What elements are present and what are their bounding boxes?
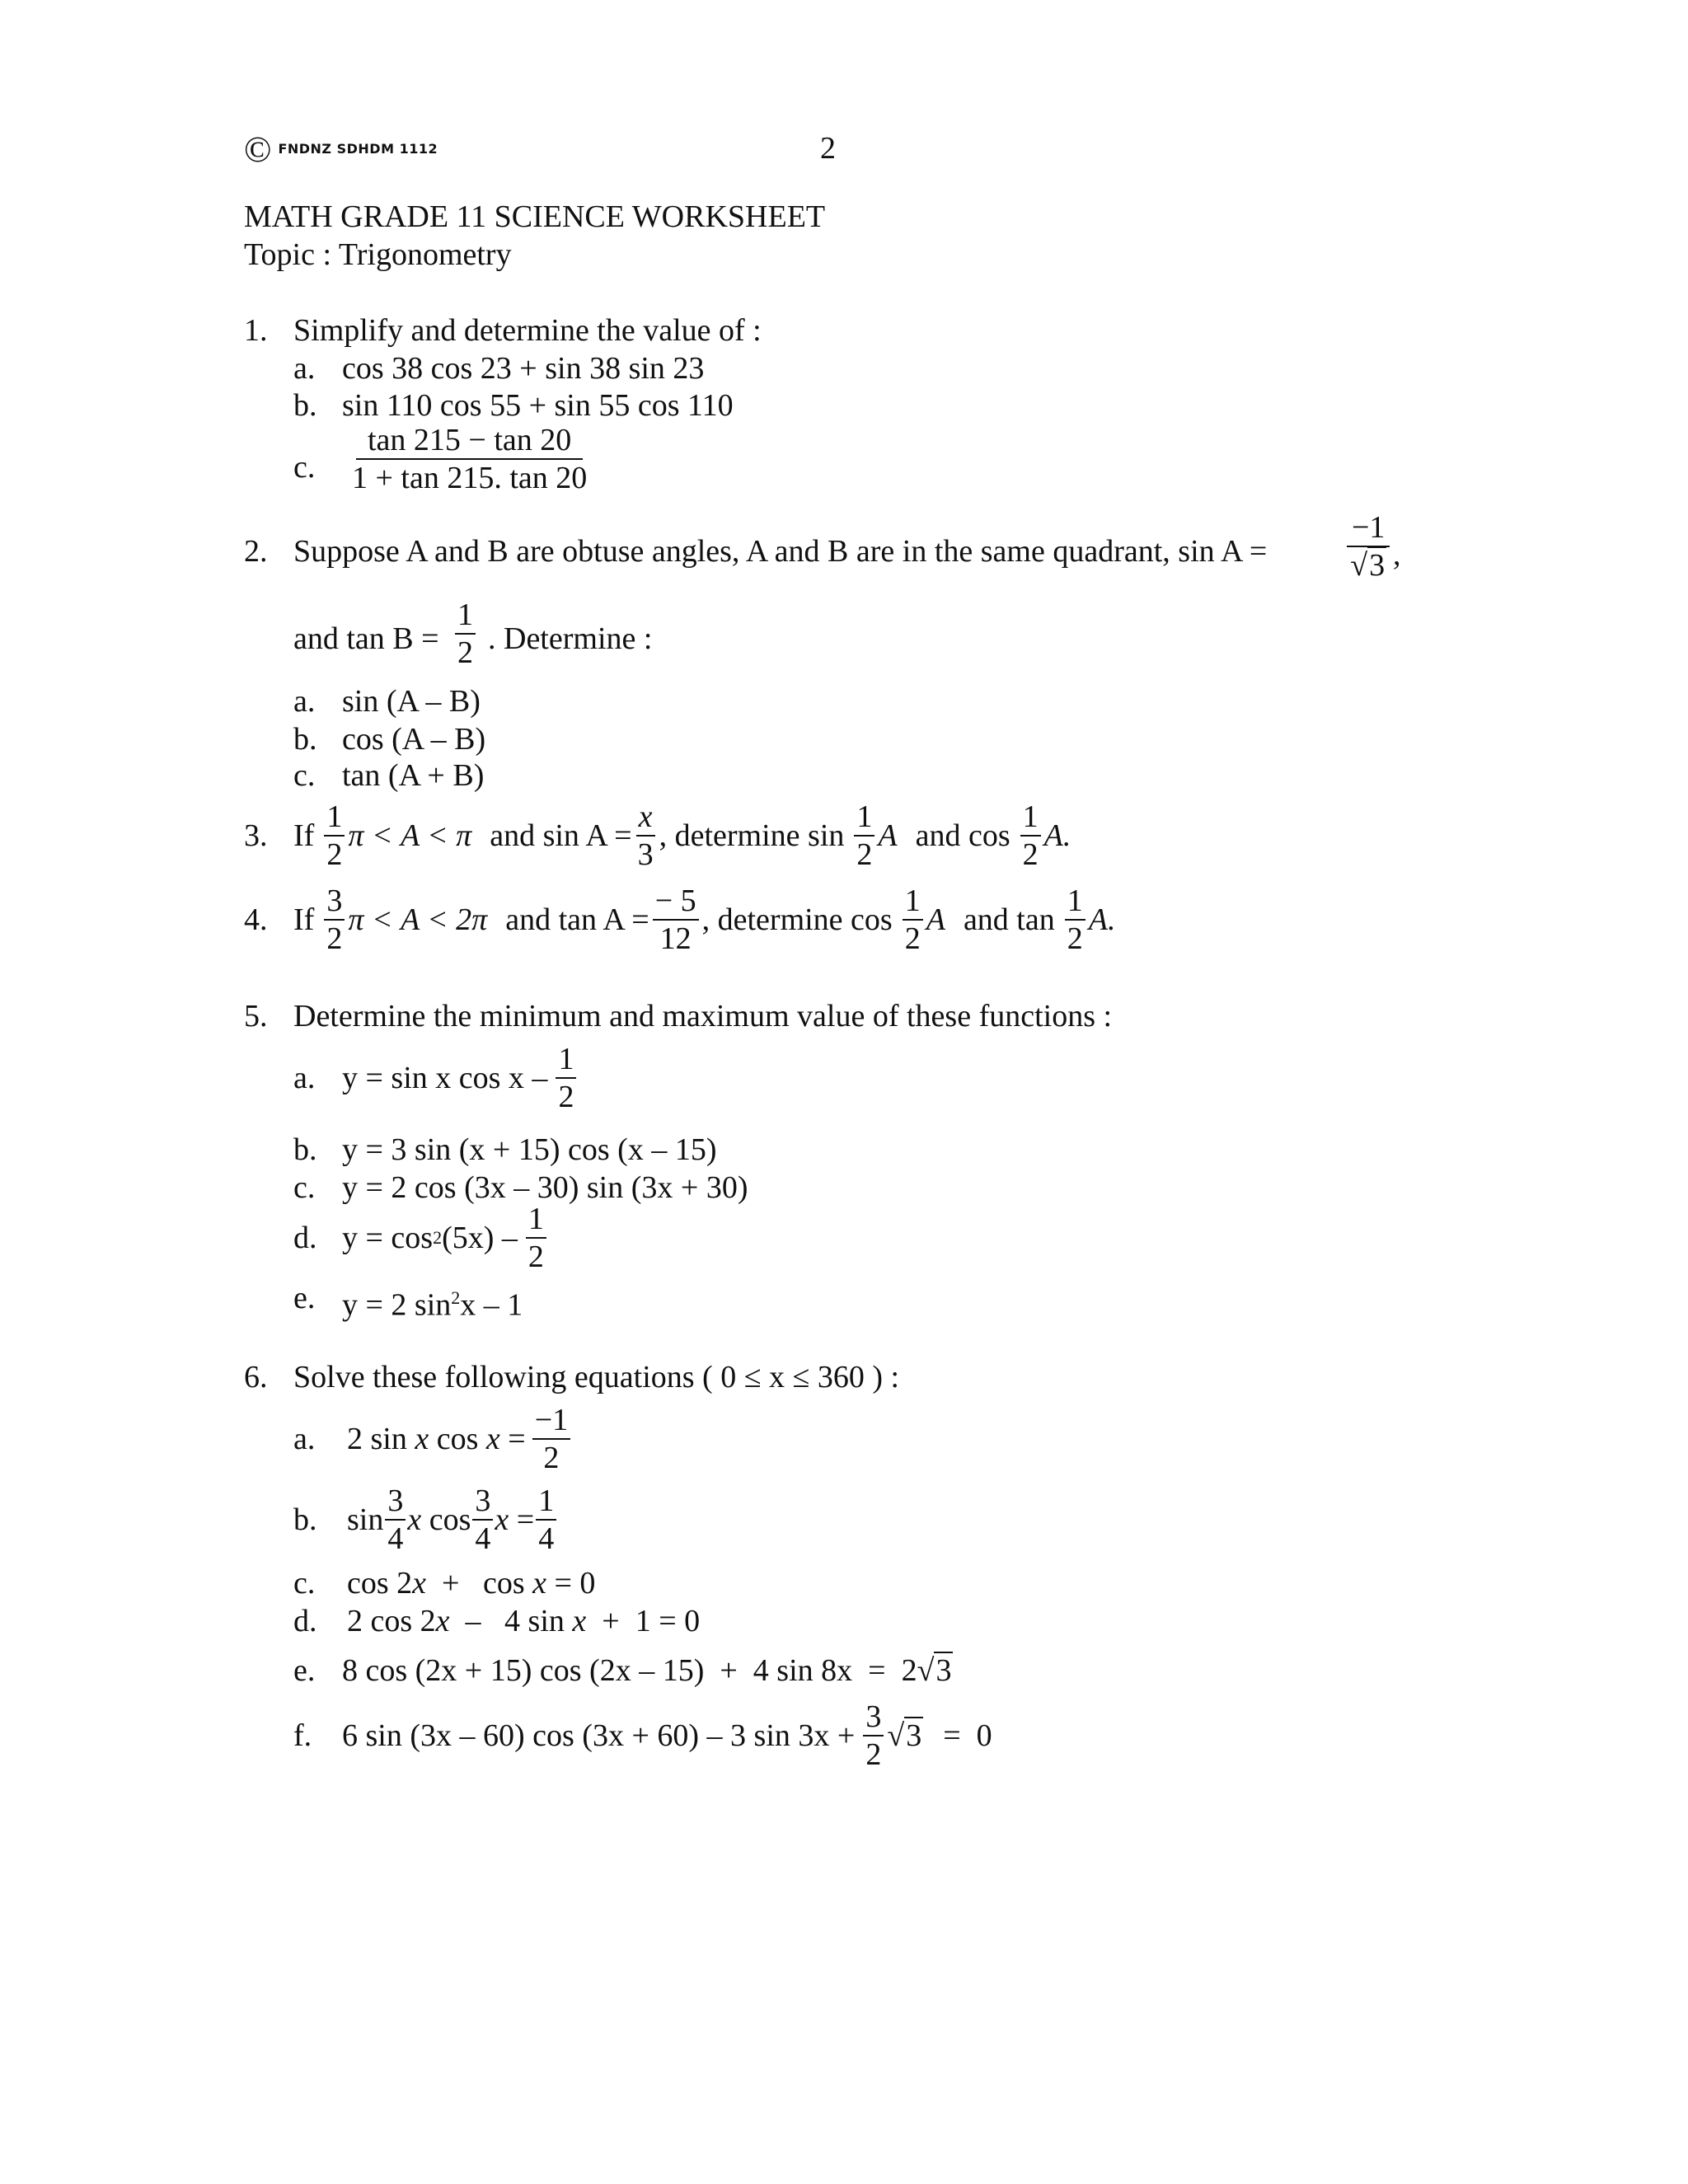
q6a-pre: 2 sin — [347, 1422, 407, 1456]
q6a-row — [293, 1401, 574, 1477]
q1-number: 1. — [244, 313, 268, 348]
q6-number: 6. — [244, 1360, 268, 1394]
q5d-post: (5x) – — [442, 1221, 518, 1255]
copyright-symbol: © — [244, 129, 272, 170]
page-number: 2 — [820, 131, 836, 166]
header-copyright — [244, 129, 438, 170]
q3-h1-denominator: 2 — [856, 837, 873, 872]
q4-A1: A — [926, 902, 945, 937]
q4-f1-denominator: 2 — [326, 921, 343, 956]
q5a-text: y = sin x cos x – — [342, 1061, 548, 1095]
q6b-n3: 1 — [536, 1483, 556, 1521]
q6d-x1: x — [435, 1604, 450, 1638]
sqrt-icon: √ — [1350, 548, 1368, 583]
q2a-label: a. — [293, 684, 316, 719]
worksheet-title: MATH GRADE 11 SCIENCE WORKSHEET — [244, 199, 826, 234]
q5b-label: b. — [293, 1132, 317, 1167]
q2-sinA-radicand: 3 — [1369, 548, 1386, 583]
q2-sinA-fraction — [1343, 509, 1393, 583]
q6b-row — [293, 1482, 558, 1558]
q6c-x1: x — [412, 1566, 427, 1601]
q2-line2-post: . Determine : — [488, 621, 653, 656]
q6b-cos: cos — [429, 1502, 471, 1537]
q1c-numerator: tan 215 − tan 20 — [356, 422, 583, 460]
q6c-text2: + cos — [426, 1566, 525, 1601]
q3-x-numerator: x — [636, 799, 655, 837]
q4-determine: , determine cos — [701, 902, 893, 937]
q3-f1-numerator: 1 — [324, 799, 345, 837]
q6b-d2: 4 — [475, 1521, 491, 1556]
q5-prompt: Determine the minimum and maximum value of these functions : — [293, 999, 1113, 1033]
q6c-text3: = 0 — [546, 1566, 596, 1601]
q5a-row — [293, 1040, 579, 1116]
q5d-denominator: 2 — [528, 1240, 544, 1274]
q4-number: 4. — [244, 902, 268, 937]
q5e-pre: y = 2 sin — [342, 1287, 452, 1323]
q2-tanB-numerator: 1 — [455, 597, 476, 635]
q2-sinA-denominator — [1348, 547, 1389, 583]
q6d-text3: + 1 = 0 — [586, 1604, 701, 1638]
q6e-label: e. — [293, 1653, 316, 1688]
q6d-row — [293, 1602, 700, 1640]
q6a-denominator: 2 — [543, 1441, 560, 1475]
q5e-label: e. — [293, 1281, 316, 1315]
q4-t-denominator: 12 — [659, 921, 692, 956]
q6e-row — [293, 1652, 953, 1690]
q2-comma: , — [1393, 537, 1401, 572]
header-code: FNDNZ SDHDM 1112 — [278, 141, 438, 157]
q6a-x1: x — [415, 1422, 429, 1456]
q4-h2-denominator: 2 — [1067, 921, 1083, 956]
q4-row — [244, 882, 1115, 958]
q6b-sin: sin — [347, 1502, 384, 1537]
q1c-denominator: 1 + tan 215. tan 20 — [352, 461, 588, 495]
q6a-numerator: −1 — [532, 1402, 570, 1440]
q5d-sup: 2 — [433, 1227, 443, 1248]
q5c-label: c. — [293, 1170, 316, 1205]
q6d-label: d. — [293, 1604, 317, 1638]
q6b-eq: = — [516, 1502, 535, 1537]
worksheet-topic: Topic : Trigonometry — [244, 237, 512, 272]
q6f-numerator: 3 — [863, 1699, 884, 1736]
q2-tanB-denominator: 2 — [457, 635, 473, 670]
q6b-n2: 3 — [472, 1483, 493, 1521]
q5e-post: x – 1 — [460, 1287, 523, 1323]
q1c-fraction — [342, 422, 597, 496]
q3-x-denominator: 3 — [637, 837, 654, 872]
q5d-row — [293, 1200, 550, 1276]
q2c-text: tan (A + B) — [342, 758, 485, 793]
q6b-n1: 3 — [385, 1483, 406, 1521]
q6b-x2: x — [495, 1502, 509, 1537]
q2c-label: c. — [293, 758, 316, 793]
q1a-label: a. — [293, 351, 316, 386]
q3-h1-numerator: 1 — [854, 799, 874, 837]
q3-row — [244, 798, 1071, 874]
q3-determine: , determine sin — [659, 818, 845, 853]
q6a-label: a. — [293, 1422, 316, 1456]
q6-prompt: Solve these following equations ( 0 ≤ x ≤ 360 ) : — [293, 1360, 900, 1394]
q1a-text: cos 38 cos 23 + sin 38 sin 23 — [342, 351, 705, 386]
q3-if: If — [293, 818, 315, 853]
q6d-x2: x — [572, 1604, 587, 1638]
q3-h2-denominator: 2 — [1022, 837, 1039, 872]
q4-inequality: π < A < 2π — [348, 902, 488, 937]
q3-number: 3. — [244, 818, 268, 853]
q6d-text2: – 4 sin — [449, 1604, 565, 1638]
q3-and-sin: and sin A = — [490, 818, 632, 853]
q4-if: If — [293, 902, 315, 937]
q6c-x2: x — [532, 1566, 546, 1601]
q6d-text1: 2 cos 2 — [347, 1604, 436, 1638]
q6f-label: f. — [293, 1718, 312, 1753]
q6b-d3: 4 — [538, 1521, 555, 1556]
q5e-sup: 2 — [451, 1287, 461, 1308]
q3-inequality: π < A < π — [348, 818, 472, 853]
q3-A2: A. — [1043, 818, 1071, 853]
q5b-text: y = 3 sin (x + 15) cos (x – 15) — [342, 1132, 717, 1167]
q6a-x2: x — [485, 1422, 500, 1456]
q4-f1-numerator: 3 — [324, 883, 345, 921]
q6c-label: c. — [293, 1566, 316, 1601]
q6f-row — [293, 1698, 992, 1774]
q6b-d1: 4 — [387, 1521, 404, 1556]
q5a-denominator: 2 — [558, 1080, 574, 1114]
q6f-radicand: 3 — [906, 1718, 922, 1753]
q2a-text: sin (A – B) — [342, 684, 481, 719]
q5d-label: d. — [293, 1221, 317, 1255]
q3-and-cos: and cos — [915, 818, 1010, 853]
q4-h1-numerator: 1 — [903, 883, 923, 921]
q2-tanB-fraction — [452, 597, 479, 671]
q4-A2: A. — [1088, 902, 1116, 937]
q1-prompt: Simplify and determine the value of : — [293, 313, 762, 348]
q5-number: 5. — [244, 999, 268, 1033]
q6a-mid: cos — [436, 1422, 479, 1456]
q3-A1: A — [878, 818, 898, 853]
q2b-label: b. — [293, 722, 317, 757]
q1c-label: c. — [293, 450, 316, 485]
q2b-text: cos (A – B) — [342, 722, 486, 757]
q4-h1-denominator: 2 — [904, 921, 921, 956]
q1b-text: sin 110 cos 55 + sin 55 cos 110 — [342, 388, 734, 423]
q6e-radicand: 3 — [935, 1653, 952, 1688]
q6f-denominator: 2 — [865, 1737, 882, 1772]
q4-h2-numerator: 1 — [1065, 883, 1085, 921]
q6e-text: 8 cos (2x + 15) cos (2x – 15) + 4 sin 8x = 2 — [342, 1653, 917, 1688]
q5c-text: y = 2 cos (3x – 30) sin (3x + 30) — [342, 1170, 748, 1205]
q6f-eq: = 0 — [943, 1718, 992, 1753]
q6b-label: b. — [293, 1502, 317, 1537]
q2-line2-pre: and tan B = — [293, 621, 439, 656]
sqrt-icon: √ — [887, 1718, 905, 1753]
q6a-eq: = — [508, 1422, 526, 1456]
q6c-text1: cos 2 — [347, 1566, 413, 1601]
q6f-text: 6 sin (3x – 60) cos (3x + 60) – 3 sin 3x + — [342, 1718, 856, 1753]
q4-t-numerator: − 5 — [653, 883, 699, 921]
q2-number: 2. — [244, 534, 268, 569]
q4-and-tan: and tan A = — [505, 902, 649, 937]
q3-h2-numerator: 1 — [1020, 799, 1041, 837]
q1b-label: b. — [293, 388, 317, 423]
q2-prompt: Suppose A and B are obtuse angles, A and B are in the same quadrant, sin A = — [293, 534, 1268, 569]
sqrt-icon: √ — [917, 1653, 935, 1688]
q5a-numerator: 1 — [556, 1041, 576, 1079]
q5d-numerator: 1 — [526, 1201, 546, 1239]
q5a-label: a. — [293, 1061, 316, 1095]
q6c-row — [293, 1564, 595, 1602]
q4-and-tan2: and tan — [963, 902, 1055, 937]
q5e-text — [342, 1279, 523, 1324]
q2-sinA-numerator: −1 — [1347, 509, 1390, 547]
q3-f1-denominator: 2 — [326, 837, 343, 872]
q6b-x1: x — [407, 1502, 422, 1537]
q5d-pre: y = cos — [342, 1221, 434, 1255]
